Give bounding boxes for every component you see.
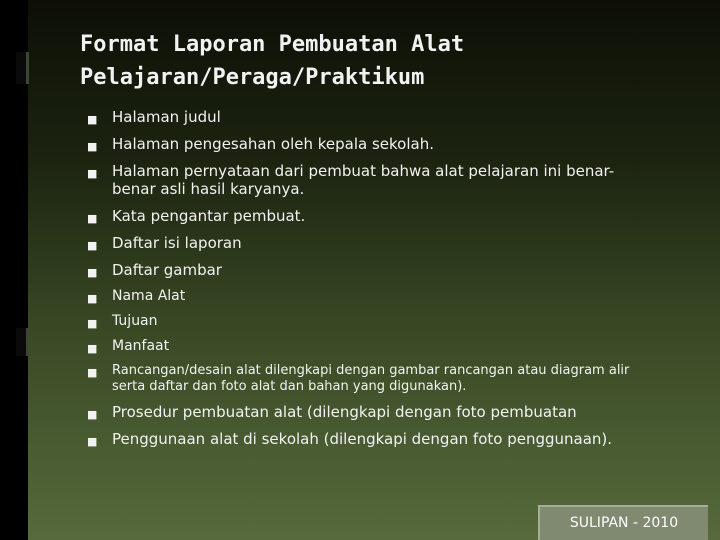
list-item: ■ Penggunaan alat di sekolah (dilengkapi dengan foto penggunaan). xyxy=(84,430,644,448)
list-item: ■ Rancangan/desain alat dilengkapi dengan gambar rancangan atau diagram alir serta daftar dan foto alat dan bahan yang digunakan). xyxy=(87,363,630,394)
square-bullet-icon: ■ xyxy=(87,317,98,330)
title-line-1: Format Laporan Pembuatan Alat xyxy=(80,32,465,57)
decorative-bar-top xyxy=(16,52,29,84)
list-item: ■ Kata pengantar pembuat. xyxy=(84,207,644,225)
list-item: ■ Halaman pengesahan oleh kepala sekolah. xyxy=(84,135,644,153)
slide-title xyxy=(80,28,680,94)
square-bullet-icon: ■ xyxy=(87,167,98,180)
list-item: ■ Halaman judul xyxy=(84,108,644,126)
footer-label: SULIPAN - 2010 xyxy=(538,505,708,540)
square-bullet-icon: ■ xyxy=(87,266,98,279)
list-item: ■ Nama Alat xyxy=(87,288,186,305)
list-item: ■ Prosedur pembuatan alat (dilengkapi dengan foto pembuatan xyxy=(84,403,644,421)
square-bullet-icon: ■ xyxy=(87,292,98,305)
square-bullet-icon: ■ xyxy=(87,113,98,126)
list-item: ■ Tujuan xyxy=(87,313,158,330)
square-bullet-icon: ■ xyxy=(87,342,98,355)
square-bullet-icon: ■ xyxy=(87,366,98,379)
title-line-2: Pelajaran/Peraga/Praktikum xyxy=(80,65,425,90)
bullet-list xyxy=(84,108,644,457)
square-bullet-icon: ■ xyxy=(87,140,98,153)
square-bullet-icon: ■ xyxy=(87,239,98,252)
list-item: ■ Daftar isi laporan xyxy=(84,234,644,252)
list-item: ■ Daftar gambar xyxy=(84,261,644,279)
decorative-bar-bottom xyxy=(16,328,29,356)
square-bullet-icon: ■ xyxy=(87,212,98,225)
square-bullet-icon: ■ xyxy=(87,408,98,421)
list-item: ■ Halaman pernyataan dari pembuat bahwa alat pelajaran ini benar-benar asli hasil karyanya. xyxy=(87,162,615,198)
square-bullet-icon: ■ xyxy=(87,435,98,448)
list-item: ■ Manfaat xyxy=(87,338,170,355)
